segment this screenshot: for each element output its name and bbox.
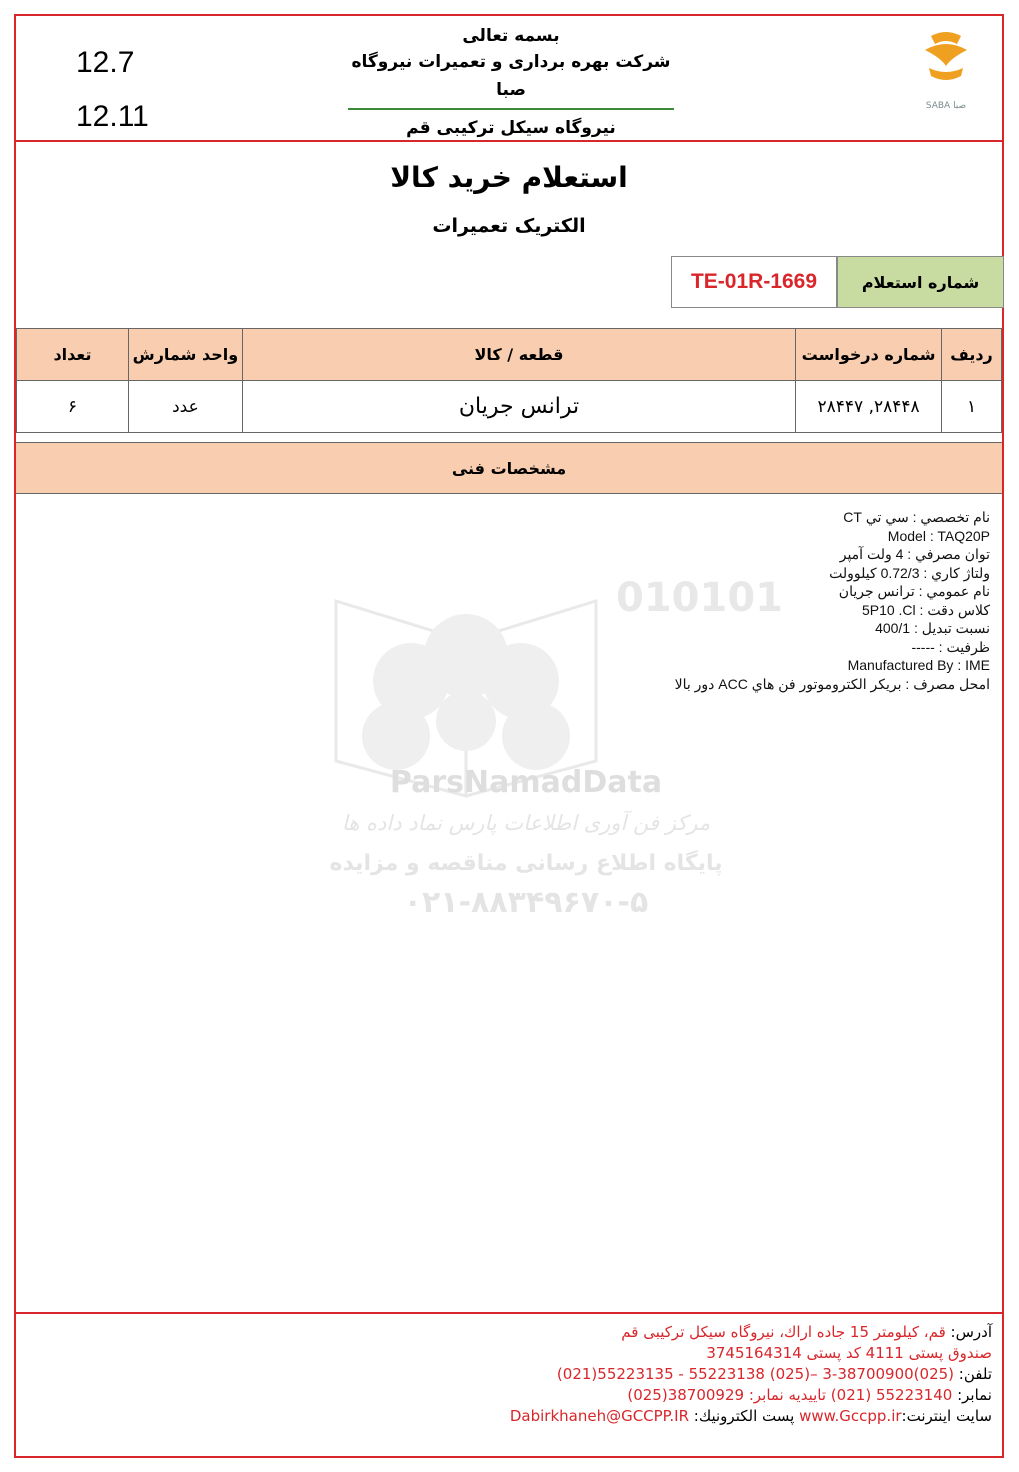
footer-pobox: صندوق پستی 4111 كد پستی 3745164314 (706, 1344, 992, 1362)
watermark (316, 561, 783, 921)
specs-heading: مشخصات فنی (16, 442, 1002, 494)
page-subtitle: الکتریک تعمیرات (432, 215, 586, 237)
watermark-line2: پایگاه اطلاع رسانی مناقصه و مزایده (329, 851, 723, 876)
col-qty: تعداد (17, 329, 129, 381)
items-table (16, 328, 1002, 433)
address-label: آدرس: (945, 1323, 992, 1341)
header-divider (348, 108, 674, 110)
logo-text: SABA صبا (925, 101, 967, 111)
page-title: استعلام خرید کالا (390, 161, 628, 194)
web-label: سایت اینترنت: (901, 1407, 992, 1425)
col-row-no: ردیف (942, 329, 1002, 381)
header-number-bottom: 12.11 (76, 100, 149, 133)
spec-line: نام عمومي : ترانس جريان (838, 583, 990, 599)
web-link[interactable]: www.Gccpp.ir (799, 1407, 902, 1425)
inquiry-number: TE-01R-1669 (671, 256, 837, 308)
fax-value: 55223140 (021) تاييديه نمابر: 38700929(025) (627, 1386, 953, 1404)
watermark-phone: ۰۲۱-۸۸۳۴۹۶۷۰-۵ (403, 885, 649, 920)
footer-web (510, 1406, 992, 1427)
footer-fax (510, 1385, 992, 1406)
cell-request-no: ۲۸۴۴۸, ۲۸۴۴۷ (796, 381, 942, 433)
cell-qty: ۶ (17, 381, 129, 433)
footer-address (510, 1322, 992, 1343)
spec-line: ظرفيت : ----- (911, 638, 990, 655)
document-header (16, 16, 1002, 142)
header-number-top: 12.7 (76, 46, 135, 79)
header-separator (16, 140, 1002, 142)
items-table-header-row (17, 329, 1002, 381)
phone-value: (025)38700900-3 –(025) 55223138 - 55223135(021) (556, 1365, 955, 1383)
address-value: قم، کیلومتر 15 جاده اراك، نیروگاه سیكل تركیبی قم (621, 1323, 946, 1341)
cell-row-no: ۱ (942, 381, 1002, 433)
spec-line: Model : TAQ20P (887, 527, 990, 544)
col-unit: واحد شمارش (128, 329, 242, 381)
spec-line: امحل مصرف : بريكر الكتروموتور فن هاي ACC دور بالا (674, 675, 990, 692)
watermark-brand: ParsNamadData (389, 765, 663, 800)
footer-phone (510, 1364, 992, 1385)
bismillah: بسمه تعالی (462, 26, 560, 46)
email-link[interactable]: Dabirkhaneh@GCCPP.IR (509, 1407, 690, 1425)
cell-item: ترانس جریان (242, 381, 795, 433)
fax-label: نمابر: (952, 1386, 992, 1404)
spec-line: توان مصرفي : 4 ولت آمپر (839, 546, 990, 562)
specs-list (675, 508, 990, 693)
watermark-binary: 010101 (616, 575, 783, 621)
company-name: شرکت بهره برداری و تعمیرات نیروگاه صبا (351, 52, 671, 100)
email-label: پست الكترونيك: (689, 1407, 800, 1425)
inquiry-number-label: شماره استعلام (837, 256, 1004, 308)
plant-name: نیروگاه سیکل ترکیبی قم (406, 118, 616, 138)
spec-line: كلاس دقت : 5P10 .Cl (861, 601, 990, 618)
footer-contact (510, 1322, 992, 1427)
watermark-line1: مرکز فن آوری اطلاعات پارس نماد داده ها (341, 811, 711, 835)
saba-logo-icon (901, 24, 991, 114)
spec-line: ولتاژ كاري : 0.72/3 كيلوولت (829, 564, 990, 581)
phone-label: تلفن: (954, 1365, 992, 1383)
table-row (17, 381, 1002, 433)
col-request-no: شماره درخواست (796, 329, 942, 381)
footer-separator (16, 1312, 1002, 1314)
col-item: قطعه / کالا (242, 329, 795, 381)
spec-line: نسبت تبديل : 400/1 (875, 620, 990, 636)
spec-line: Manufactured By : IME (847, 657, 990, 673)
cell-unit: عدد (128, 381, 242, 433)
document-frame (14, 14, 1004, 1458)
header-text-block (346, 24, 676, 140)
spec-line: نام تخصصي : سي تي CT (843, 509, 990, 525)
